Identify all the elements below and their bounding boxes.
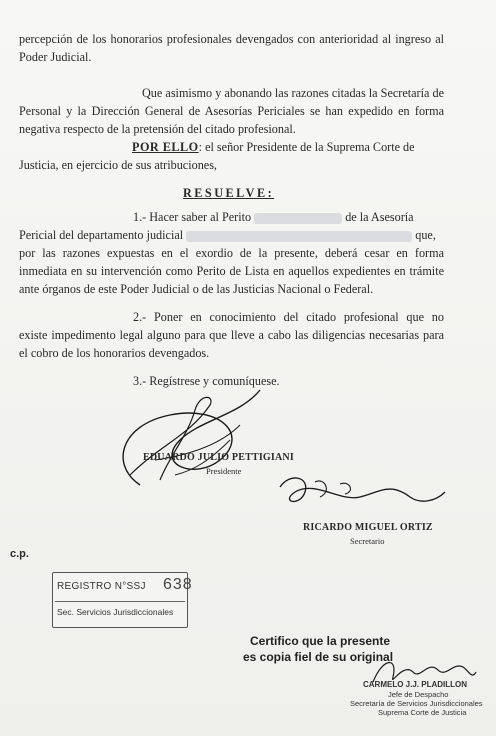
body-line: Personal y la Dirección General de Asesorías Periciales se han expedido en forma xyxy=(19,104,444,118)
stamp-number: 638 xyxy=(163,576,193,593)
president-signature xyxy=(100,385,290,495)
body-line: el cobro de los honorarios devengados. xyxy=(19,346,210,360)
stamp-office: Sec. Servicios Jurisdiccionales xyxy=(57,607,174,617)
body-line: 3.- Regístrese y comuníquese. xyxy=(133,374,280,388)
certification-line1: Certifico que la presente xyxy=(250,634,391,648)
stamp-label: REGISTRO N°SSJ xyxy=(57,581,146,592)
body-line: negativa respecto de la pretensión del citado profesional. xyxy=(19,122,296,136)
certifier-name: CARMELO J.J. PLADILLON xyxy=(363,680,468,689)
secretary-name: RICARDO MIGUEL ORTIZ xyxy=(303,522,433,533)
body-text: de la Asesoría xyxy=(345,210,414,224)
body-line: por las razones expuestas en el exordio de la presente, deberá cesar en forma xyxy=(19,246,444,260)
certifier-role: Secretaría de Servicios Jurisdiccionales xyxy=(350,699,483,708)
cp-mark: c.p. xyxy=(10,548,29,560)
body-line: percepción de los honorarios profesionales devengados con anterioridad al ingreso al xyxy=(19,32,444,46)
stamp-divider xyxy=(55,601,185,602)
item1-line xyxy=(133,210,414,224)
registry-stamp xyxy=(52,572,193,628)
por-ello-line xyxy=(132,140,444,154)
item1-line xyxy=(19,228,436,242)
body-text: : el señor Presidente de la Suprema Corte de xyxy=(198,140,415,154)
body-text: 1.- Hacer saber al Perito xyxy=(133,210,252,224)
certifier-role: Suprema Corte de Justicia xyxy=(378,708,467,717)
resuelve-heading: RESUELVE: xyxy=(183,186,275,200)
body-line: Poder Judicial. xyxy=(19,50,92,64)
body-line: inmediata en su intervención como Perito de Lista en aquellos expedientes en trámite xyxy=(19,264,444,278)
body-text: Pericial del departamento judicial xyxy=(19,228,184,242)
certification-line2: es copia fiel de su original xyxy=(243,650,394,664)
por-ello-heading: POR ELLO xyxy=(132,140,199,154)
body-text: que, xyxy=(415,228,436,242)
body-line: Justicia, en ejercicio de sus atribuciones, xyxy=(19,158,217,172)
president-name: EDUARDO JULIO PETTIGIANI xyxy=(143,452,294,463)
certifier-role: Jefe de Despacho xyxy=(388,690,449,699)
body-line: existe impedimento legal alguno para que lleve a cabo las diligencias necesarias para xyxy=(19,328,444,342)
body-line: ante órganos de este Poder Judicial o de las Justicias Nacional o Federal. xyxy=(19,282,374,296)
president-role: Presidente xyxy=(206,466,242,476)
redaction-bar xyxy=(186,231,412,242)
secretary-role: Secretario xyxy=(350,536,385,546)
secretary-signature xyxy=(270,462,450,522)
redaction-bar xyxy=(254,213,342,224)
body-line: Que asimismo y abonando las razones citadas la Secretaría de xyxy=(142,86,444,100)
body-line: 2.- Poner en conocimiento del citado profesional que no xyxy=(133,310,444,324)
